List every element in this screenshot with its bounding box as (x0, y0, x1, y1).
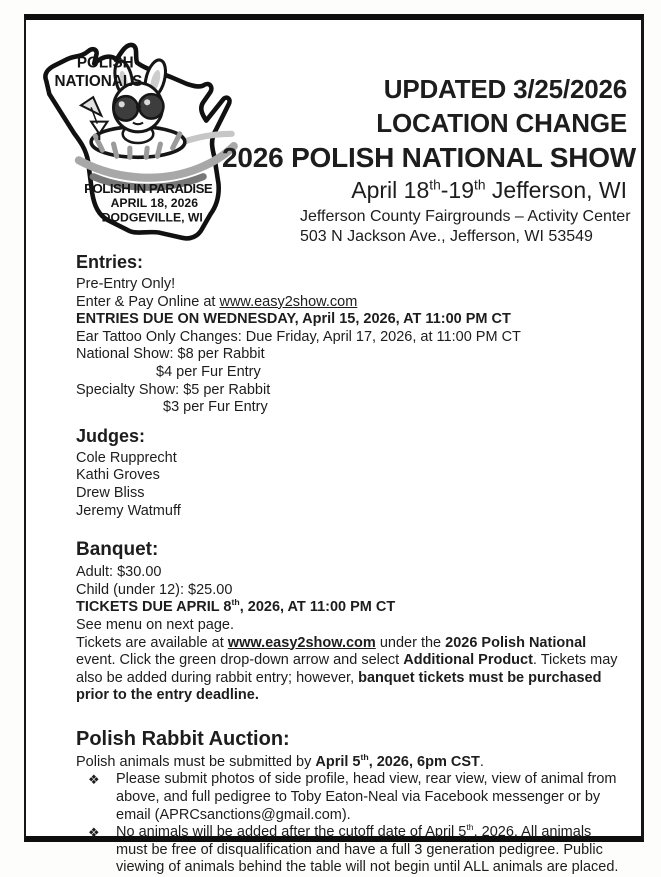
auction-intro: Polish animals must be submitted by April 5th, 2026, 6pm CST. (76, 752, 484, 770)
flyer-sheet (24, 14, 644, 876)
show-title: 2026 POLISH NATIONAL SHOW (222, 142, 637, 173)
specialty-fur-fee-line: $3 per Fur Entry (163, 399, 268, 416)
judge-name: Jeremy Watmuff (76, 502, 181, 519)
location-change-line: LOCATION CHANGE (376, 108, 627, 138)
updated-line: UPDATED 3/25/2026 (383, 74, 627, 104)
specialty-fee-line: Specialty Show: $5 per Rabbit (76, 381, 271, 398)
judges-heading: Judges: (76, 425, 146, 446)
auction-bullet-2-text: No animals will be added after the cutoff date of April 5th, 2026. All animals must be free of disqualification and have a full 3 generation pedigree. Public viewing of animals behind the table will not begin until ALL animals are placed. (116, 822, 619, 876)
entries-pay-online: Enter & Pay Online at www.easy2show.com (76, 293, 358, 310)
auction-bullet-1 (76, 771, 627, 824)
banquet-menu-note: See menu on next page. (76, 616, 235, 633)
logo-text-nationals: NATIONALS (54, 72, 143, 90)
national-fee-line: National Show: $8 per Rabbit (76, 346, 265, 363)
auction-bullet-2 (76, 824, 627, 877)
logo-city: DODGEVILLE, WI (101, 210, 203, 225)
banquet-adult-price: Adult: $30.00 (76, 564, 162, 581)
entries-due-line: ENTRIES DUE ON WEDNESDAY, April 15, 2026, AT 11:00 PM CT (76, 311, 511, 328)
easy2show-link: www.easy2show.com (227, 634, 376, 651)
entries-pre-entry: Pre-Entry Only! (76, 276, 176, 292)
header-text-block (222, 72, 637, 247)
polish-nationals-logo (30, 40, 246, 244)
auction-heading: Polish Rabbit Auction: (76, 727, 290, 750)
auction-bullet-1-text: Please submit photos of side profile, head view, rear view, view of animal from above, and full pedigree to Toby Eaton-Neal via Facebook messenger or by email (APRCsanctions@gmail.com). (116, 771, 617, 823)
logo-date: APRIL 18, 2026 (110, 196, 199, 211)
judge-name: Kathi Groves (76, 467, 160, 484)
entries-heading: Entries: (76, 252, 144, 272)
logo-tagline: POLISH IN PARADISE (84, 180, 213, 196)
judge-name: Drew Bliss (76, 484, 145, 501)
ear-tattoo-line: Ear Tattoo Only Changes: Due Friday, April 17, 2026, at 11:00 PM CT (76, 328, 521, 345)
national-fur-fee-line: $4 per Fur Entry (156, 363, 261, 380)
banquet-child-price: Child (under 12): $25.00 (76, 581, 233, 598)
venue-name: Jefferson County Fairgrounds – Activity Center (300, 208, 631, 225)
banquet-heading: Banquet: (76, 539, 159, 561)
logo-text-polish: POLISH (76, 54, 134, 72)
easy2show-link: www.easy2show.com (219, 293, 358, 310)
venue-block (222, 207, 631, 247)
flyer-body (26, 252, 641, 877)
judge-name: Cole Rupprecht (76, 449, 177, 466)
flyer-header (26, 20, 641, 250)
show-dates: April 18th-19th Jefferson, WI (351, 177, 627, 203)
diamond-bullet-icon: ❖ (88, 825, 100, 841)
banquet-availability: Tickets are available at www.easy2show.com under the 2026 Polish National event. Click the green drop-down arrow and select Additional Product. Tickets may also be added during rabbit entry; however, banquet tickets must be purchased prior to the entry deadline. (76, 634, 618, 704)
diamond-bullet-icon: ❖ (88, 772, 100, 788)
venue-address: 503 N Jackson Ave., Jefferson, WI 53549 (300, 228, 593, 245)
banquet-tickets-due: TICKETS DUE APRIL 8th, 2026, AT 11:00 PM CT (76, 597, 396, 616)
